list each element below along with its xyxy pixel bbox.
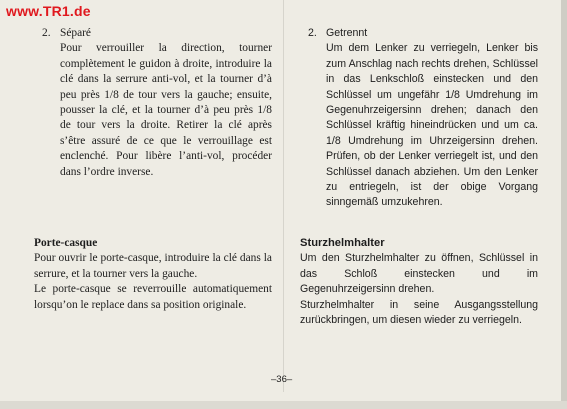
column-fold [283,0,284,392]
list-item [300,26,538,211]
page-edge [561,0,567,409]
list-item [34,26,272,180]
left-column-item [34,26,272,180]
item-text: Pour verrouiller la direction, tourner complètement le guidon à droite, introduire la clé dans la serrure anti-vol, et la tourner d’à peu près 1/8 de tour vers la gauche; ensuite, pousser la clé, et la tourner d’à peu près 1/8 de tour vers la droite. Retirer la clé après s’être assuré de ce que le verrouillage est enclenché. Pour libère l’anti-vol, procéder dans l’ordre inverse. [60,42,272,178]
section-paragraph: Le porte-casque se reverrouille automatiquement lorsqu’on le replace dans sa position originale. [34,283,272,311]
right-column-item [300,26,538,211]
item-text: Um dem Lenker zu verriegeln, Lenker bis zum Anschlag nach rechts drehen, Schlüssel in das Lenkschloß einstecken und den Schlüssel um ungefähr 1/8 Umdrehung im Gegenuhrzeigersinn drehen; danach den Schlüssel kräftig hineindrücken und um ca. 1/8 Umdrehung im Uhrzeigersinn drehen. Prüfen, ob der Lenker verriegelt ist, und den Schlüssel danach abziehen. Um den Lenker zu entriegeln, ist der obige Vorgang sinngemäß umzukehren. [326,42,538,209]
item-number: 2. [308,27,317,39]
bottom-edge [0,401,567,409]
section-paragraph: Pour ouvrir le porte-casque, introduire la clé dans la serrure, et la tourner vers la gauche. [34,252,272,280]
page-number: –36– [271,374,293,385]
left-section-helmet [34,236,272,313]
section-paragraph: Um den Sturzhelmhalter zu öffnen, Schlüssel in das Schloß einstecken und im Gegenuhrzeigersinn drehen. [300,252,538,296]
section-paragraph: Sturzhelmhalter in seine Ausgangsstellung zurückbringen, um diesen wieder zu verriegeln. [300,298,538,327]
item-heading: Séparé [60,27,91,39]
item-heading: Getrennt [326,27,368,39]
watermark-logo: www.TR1.de [6,3,91,19]
item-number: 2. [42,27,51,39]
section-title: Sturzhelmhalter [300,237,385,249]
right-section-helmet [300,236,538,328]
section-title: Porte-casque [34,237,98,249]
